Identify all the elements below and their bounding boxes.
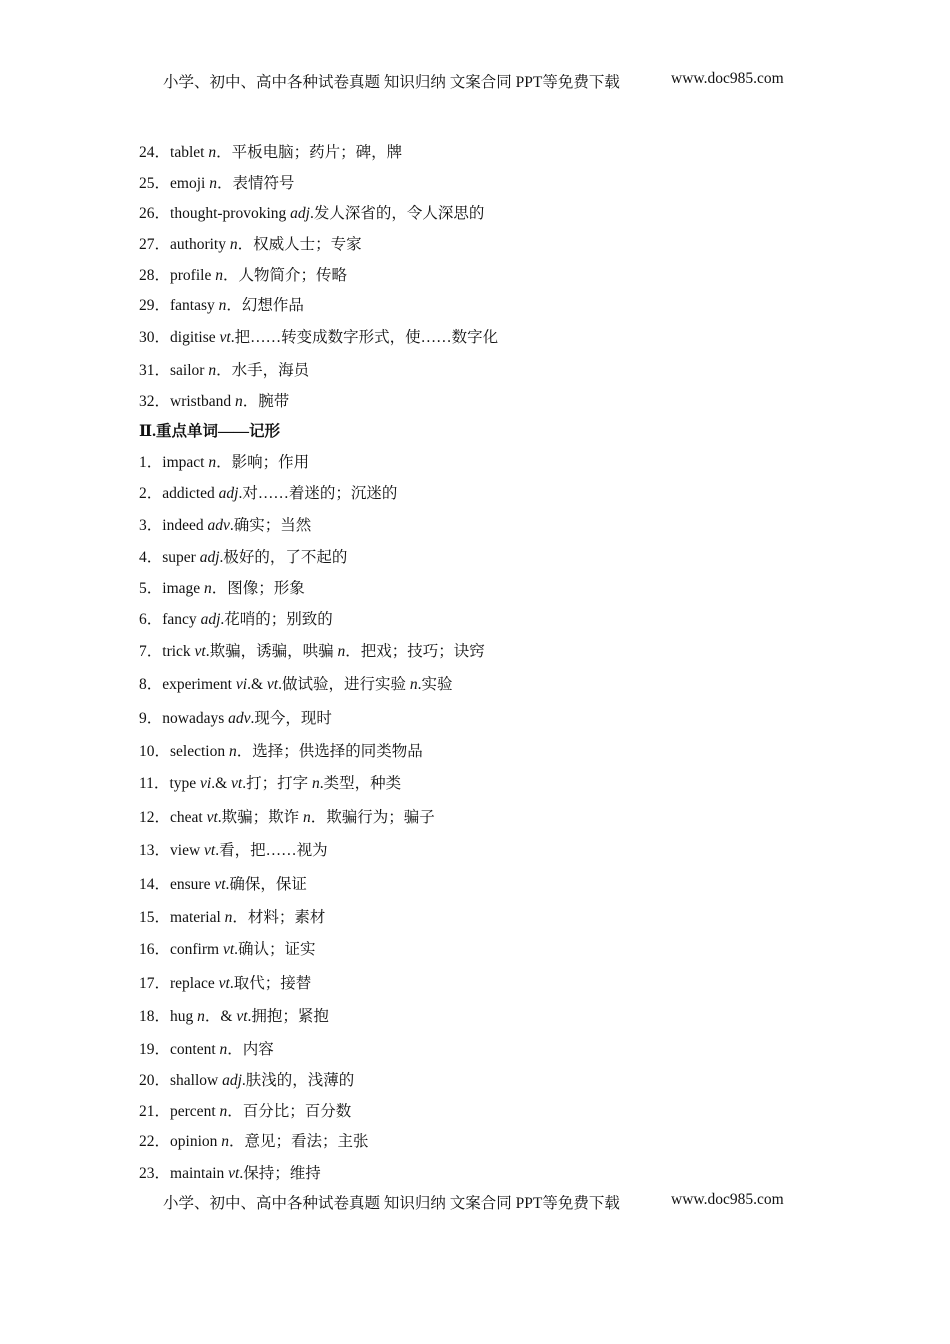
vocab-item xyxy=(139,841,328,861)
vocab-word: opinion xyxy=(170,1133,222,1150)
vocab-word: material xyxy=(170,909,225,926)
vocab-definition: .拥抱；紧抱 xyxy=(247,1008,329,1025)
vocab-word: trick xyxy=(162,643,195,660)
vocab-number: 16． xyxy=(139,941,171,958)
vocab-word: view xyxy=(170,842,205,859)
vocab-word: hug xyxy=(170,1008,198,1025)
vocab-definition: .发人深省的，令人深思的 xyxy=(309,205,485,222)
part-of-speech: vt xyxy=(228,1165,240,1182)
vocab-definition: ．幻想作品 xyxy=(226,297,304,314)
vocab-word: nowadays xyxy=(162,710,229,727)
part-of-speech: adj xyxy=(218,485,239,502)
vocab-item xyxy=(139,174,294,194)
vocab-definition: ．百分比；百分数 xyxy=(227,1103,352,1120)
vocab-number: 17． xyxy=(139,975,171,992)
vocab-number: 11． xyxy=(139,775,170,792)
vocab-number: 21． xyxy=(139,1103,171,1120)
part-of-speech: n xyxy=(208,144,217,161)
vocab-number: 22． xyxy=(139,1133,171,1150)
part-of-speech: n xyxy=(221,1133,230,1150)
vocab-number: 7． xyxy=(139,643,163,660)
vocab-word: type xyxy=(169,775,200,792)
vocab-word: tablet xyxy=(170,144,209,161)
vocab-definition: .实验 xyxy=(417,676,453,693)
vocab-definition: .花哨的；别致的 xyxy=(220,611,333,628)
vocab-word: fancy xyxy=(162,611,201,628)
part-of-speech: n xyxy=(337,643,346,660)
part-of-speech: vi xyxy=(235,676,248,693)
vocab-item xyxy=(139,908,325,928)
part-of-speech: n xyxy=(409,676,418,693)
vocab-definition: ．人物简介；传略 xyxy=(222,267,347,284)
vocab-definition: ．& xyxy=(204,1008,237,1025)
vocab-number: 15． xyxy=(139,909,171,926)
vocab-item xyxy=(139,642,485,662)
part-of-speech: vt xyxy=(231,775,243,792)
part-of-speech: adv xyxy=(228,710,251,727)
part-of-speech: n xyxy=(218,297,227,314)
part-of-speech: n xyxy=(224,909,233,926)
vocab-definition: .现今，现时 xyxy=(250,710,332,727)
vocab-word: wristband xyxy=(170,393,236,410)
part-of-speech: n xyxy=(208,454,217,471)
vocab-item xyxy=(139,875,307,895)
part-of-speech: adv xyxy=(207,517,230,534)
vocab-item xyxy=(139,1007,329,1027)
vocab-item xyxy=(139,940,316,960)
part-of-speech: n xyxy=(197,1008,205,1025)
vocab-definition: .取代；接替 xyxy=(229,975,312,992)
header-website[interactable]: www.doc985.com xyxy=(671,70,784,87)
part-of-speech: vt xyxy=(219,329,231,346)
vocab-number: 32． xyxy=(139,393,171,410)
vocab-item xyxy=(139,235,362,255)
vocab-item xyxy=(139,974,311,994)
vocab-number: 28． xyxy=(139,267,171,284)
vocab-number: 2． xyxy=(139,485,163,502)
vocab-word: percent xyxy=(170,1103,220,1120)
vocab-number: 10． xyxy=(139,743,171,760)
vocab-definition: ．材料；素材 xyxy=(232,909,326,926)
vocab-definition: .类型，种类 xyxy=(319,775,402,792)
part-of-speech: vt xyxy=(218,975,230,992)
vocab-number: 26． xyxy=(139,205,171,222)
vocab-word: authority xyxy=(170,236,230,253)
vocab-word: selection xyxy=(170,743,229,760)
vocab-item xyxy=(139,610,333,630)
vocab-definition: .欺骗；欺诈 xyxy=(217,809,304,826)
part-of-speech: n xyxy=(208,362,217,379)
vocab-word: profile xyxy=(170,267,216,284)
part-of-speech: n xyxy=(229,236,238,253)
vocab-number: 3． xyxy=(139,517,163,534)
part-of-speech: adj xyxy=(290,205,310,222)
vocab-word: fantasy xyxy=(170,297,219,314)
vocab-word: replace xyxy=(170,975,219,992)
vocab-definition: ．水手，海员 xyxy=(216,362,310,379)
vocab-number: 18． xyxy=(139,1008,171,1025)
part-of-speech: n xyxy=(303,809,311,826)
vocab-item xyxy=(139,579,305,599)
vocab-item xyxy=(139,392,289,412)
part-of-speech: n xyxy=(219,1103,228,1120)
vocab-word: impact xyxy=(162,454,209,471)
footer-slogan: 小学、初中、高中各种试卷真题 知识归纳 文案合同 PPT等免费下载 xyxy=(163,1195,620,1212)
vocab-item xyxy=(139,143,402,163)
vocab-item xyxy=(139,484,397,504)
vocab-word: addicted xyxy=(162,485,219,502)
vocab-number: 13． xyxy=(139,842,171,859)
vocab-item xyxy=(139,1164,321,1184)
vocab-word: emoji xyxy=(170,175,210,192)
vocab-definition: .确认；证实 xyxy=(234,941,316,958)
vocab-item xyxy=(139,204,484,224)
vocab-word: maintain xyxy=(170,1165,229,1182)
vocab-definition: ．图像；形象 xyxy=(211,580,305,597)
vocab-definition: .对……着迷的；沉迷的 xyxy=(238,485,398,502)
part-of-speech: n xyxy=(204,580,212,597)
vocab-definition: ．腕带 xyxy=(242,393,290,410)
vocab-item xyxy=(139,742,423,762)
vocab-definition: ．意见；看法；主张 xyxy=(229,1133,369,1150)
vocab-number: 1． xyxy=(139,454,163,471)
vocab-item xyxy=(139,328,498,348)
vocab-number: 29． xyxy=(139,297,171,314)
vocab-definition: .保持；维持 xyxy=(239,1165,321,1182)
vocab-definition: .& xyxy=(247,676,267,693)
vocab-definition: .确实；当然 xyxy=(229,517,312,534)
vocab-word: content xyxy=(170,1041,220,1058)
vocab-definition: ．表情符号 xyxy=(216,175,295,192)
vocab-item xyxy=(139,1102,351,1122)
vocab-item xyxy=(139,296,304,316)
vocab-word: sailor xyxy=(170,362,209,379)
vocab-item xyxy=(139,675,452,695)
vocab-definition: ．内容 xyxy=(227,1041,274,1058)
part-of-speech: vt xyxy=(204,842,216,859)
part-of-speech: n xyxy=(311,775,320,792)
vocab-definition: .把……转变成数字形式，使……数字化 xyxy=(230,329,499,346)
vocab-word: confirm xyxy=(170,941,223,958)
part-of-speech: n xyxy=(235,393,243,410)
vocab-definition: ．选择；供选择的同类物品 xyxy=(236,743,423,760)
vocab-definition: .确保，保证 xyxy=(225,876,307,893)
part-of-speech: vt xyxy=(214,876,226,893)
vocab-word: ensure xyxy=(170,876,215,893)
part-of-speech: n xyxy=(209,175,217,192)
vocab-number: 5． xyxy=(139,580,163,597)
part-of-speech: vt xyxy=(266,676,279,693)
part-of-speech: n xyxy=(219,1041,228,1058)
vocab-definition: .极好的，了不起的 xyxy=(219,549,348,566)
vocab-number: 4． xyxy=(139,549,163,566)
vocab-word: shallow xyxy=(170,1072,223,1089)
vocab-item xyxy=(139,516,311,536)
vocab-number: 20． xyxy=(139,1072,171,1089)
vocab-definition: ．欺骗行为；骗子 xyxy=(310,809,435,826)
vocab-word: thought-provoking xyxy=(170,205,291,222)
vocab-definition: .肤浅的，浅薄的 xyxy=(241,1072,355,1089)
part-of-speech: n xyxy=(215,267,223,284)
vocab-number: 19． xyxy=(139,1041,171,1058)
vocab-number: 25． xyxy=(139,175,171,192)
vocab-word: super xyxy=(162,549,200,566)
part-of-speech: adj xyxy=(199,549,220,566)
vocab-definition: .欺骗，诱骗，哄骗 xyxy=(205,643,338,660)
vocab-definition: .做试验，进行实验 xyxy=(278,676,410,693)
header-slogan: 小学、初中、高中各种试卷真题 知识归纳 文案合同 PPT等免费下载 xyxy=(163,74,620,91)
vocab-item xyxy=(139,548,347,568)
vocab-word: image xyxy=(162,580,205,597)
vocab-number: 14． xyxy=(139,876,171,893)
footer-website[interactable]: www.doc985.com xyxy=(671,1191,784,1208)
part-of-speech: adj xyxy=(200,611,221,628)
part-of-speech: vt xyxy=(222,941,235,958)
section-title: Ⅱ.重点单词——记形 xyxy=(139,423,280,440)
vocab-definition: .打；打字 xyxy=(242,775,312,792)
vocab-number: 24． xyxy=(139,144,171,161)
vocab-definition: ．平板电脑；药片；碑，牌 xyxy=(216,144,403,161)
vocab-number: 8． xyxy=(139,676,163,693)
vocab-item xyxy=(139,1040,274,1060)
part-of-speech: vt xyxy=(194,643,206,660)
vocab-definition: ．把戏；技巧；诀窍 xyxy=(345,643,485,660)
vocab-definition: .看，把……视为 xyxy=(215,842,328,859)
vocab-number: 31． xyxy=(139,362,171,379)
vocab-item xyxy=(139,808,435,828)
vocab-item xyxy=(139,1132,369,1152)
part-of-speech: vt xyxy=(206,809,218,826)
vocab-definition: .& xyxy=(211,775,231,792)
vocab-item xyxy=(139,774,401,794)
part-of-speech: vt xyxy=(236,1008,248,1025)
vocab-item xyxy=(139,361,309,381)
vocab-definition: ．影响；作用 xyxy=(216,454,310,471)
vocab-number: 9． xyxy=(139,710,163,727)
vocab-item xyxy=(139,709,332,729)
part-of-speech: n xyxy=(228,743,237,760)
vocab-item xyxy=(139,1071,354,1091)
vocab-number: 12． xyxy=(139,809,171,826)
part-of-speech: adj xyxy=(222,1072,242,1089)
vocab-number: 6． xyxy=(139,611,163,628)
vocab-word: cheat xyxy=(170,809,207,826)
vocab-number: 27． xyxy=(139,236,171,253)
vocab-word: indeed xyxy=(162,517,208,534)
vocab-number: 30． xyxy=(139,329,171,346)
vocab-word: digitise xyxy=(170,329,220,346)
vocab-item xyxy=(139,266,347,286)
vocab-item xyxy=(139,453,309,473)
vocab-word: experiment xyxy=(162,676,236,693)
vocab-definition: ．权威人士；专家 xyxy=(237,236,362,253)
part-of-speech: vi xyxy=(200,775,212,792)
vocab-number: 23． xyxy=(139,1165,171,1182)
